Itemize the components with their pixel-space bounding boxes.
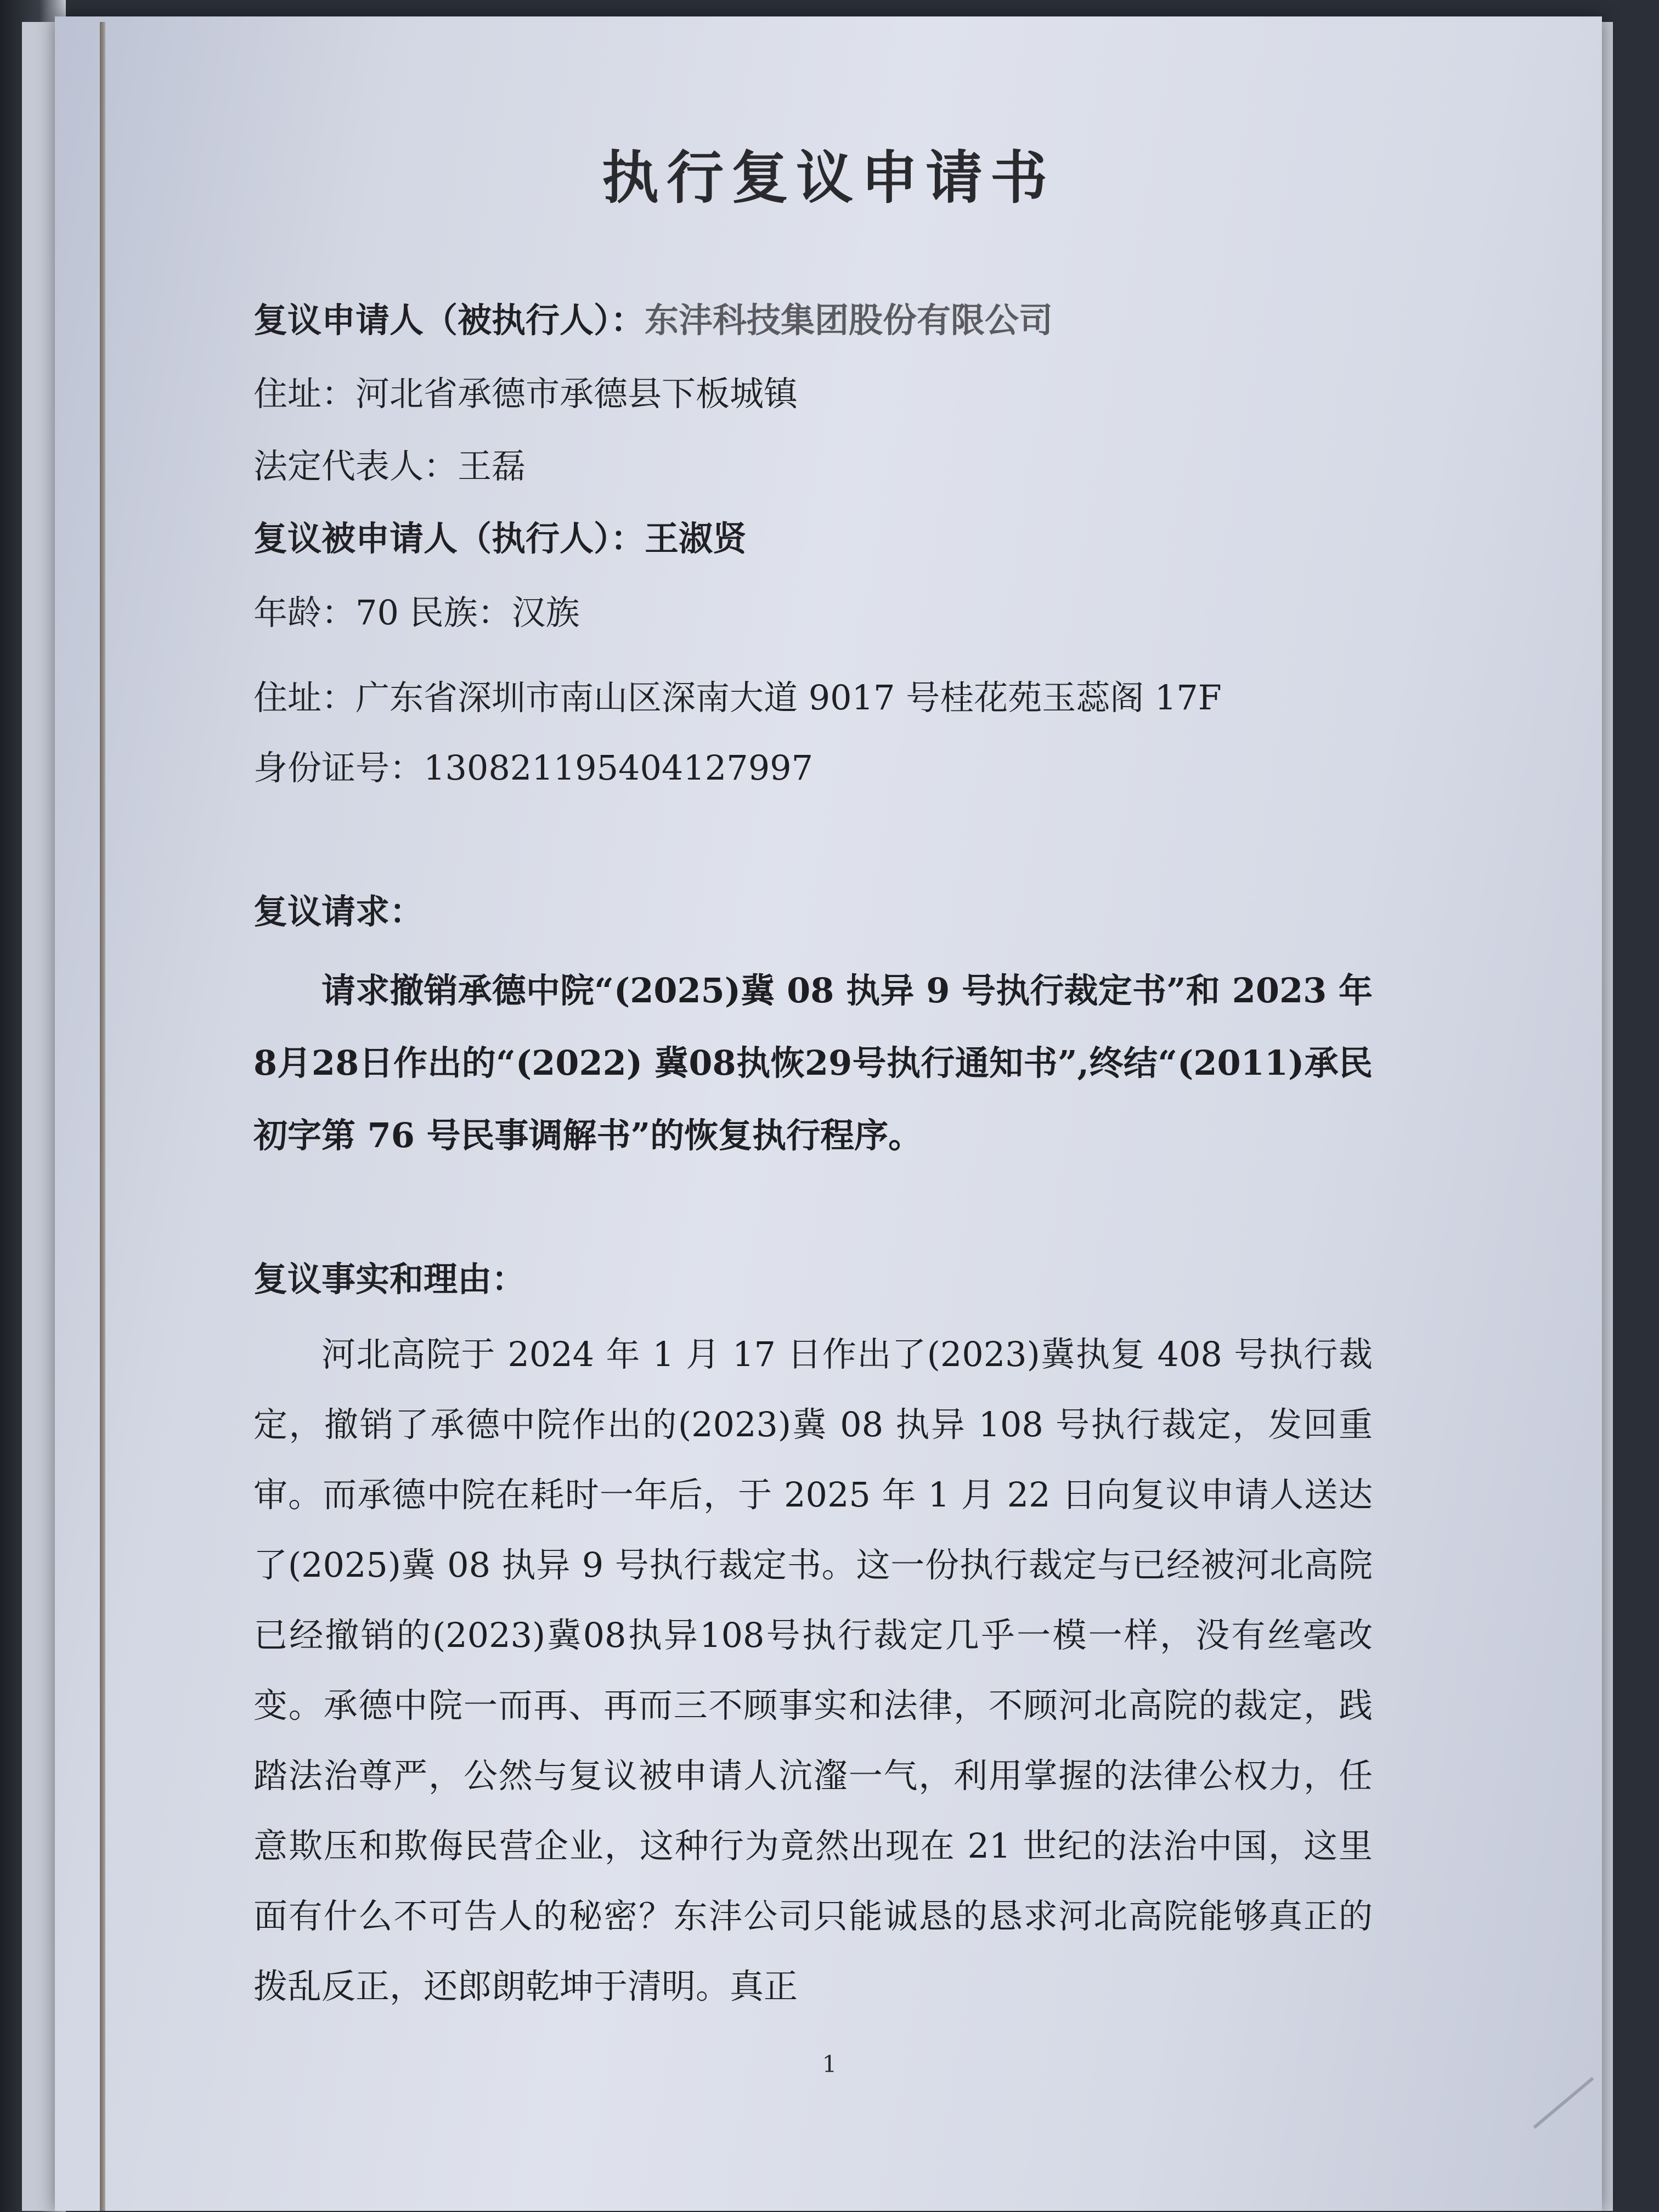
- document-title: 执行复议申请书: [601, 144, 1055, 211]
- respondent-line: [253, 516, 747, 562]
- applicant-line: [253, 297, 1053, 343]
- request-text: 请求撤销承德中院“(2025)冀 08 执异 9 号执行裁定书”和 2023 年8月28日作出的“(2022) 冀08执恢29号执行通知书”,终结“(2011)承民初字第 76 号民事调解书”的恢复执行程序。: [253, 970, 1373, 1155]
- facts-paragraph: [253, 1319, 1373, 2022]
- facts-text: 河北高院于 2024 年 1 月 17 日作出了(2023)冀执复 408 号执行裁定，撤销了承德中院作出的(2023)冀 08 执异 108 号执行裁定，发回重审。而承德中院在耗时一年后，于 2025 年 1 月 22 日向复议申请人送达了(2025)冀 08 执异 9 号执行裁定书。这一份执行裁定与已经被河北高院已经撤销的(2023)冀08执异108号执行裁定几乎一模一样，没有丝毫改变。承德中院一而再、再而三不顾事实和法律，不顾河北高院的裁定，践踏法治尊严，公然与复议被申请人沆瀣一气，利用掌握的法律公权力，任意欺压和欺侮民营企业，这种行为竟然出现在 21 世纪的法治中国，这里面有什么不可告人的秘密？东沣公司只能诚恳的恳求河北高院能够真正的拨乱反正，还郎朗乾坤于清明。真正: [253, 1334, 1373, 2006]
- id-number: 身份证号：130821195404127997: [253, 748, 814, 788]
- binding-margin-line: [100, 22, 105, 2211]
- request-heading: 复议请求：: [253, 891, 424, 932]
- page-number: 1: [822, 2051, 837, 2078]
- legal-representative: 法定代表人：王磊: [253, 446, 526, 486]
- applicant-name: 东沣科技集团股份有限公司: [645, 300, 1053, 340]
- facts-heading: 复议事实和理由：: [253, 1259, 526, 1299]
- applicant-address: 住址：河北省承德市承德县下板城镇: [253, 374, 798, 414]
- respondent-label: 复议被申请人（执行人）：: [253, 518, 645, 558]
- respondent-address: 住址：广东省深圳市南山区深南大道 9017 号桂花苑玉蕊阁 17F: [253, 678, 1222, 718]
- respondent-name: 王淑贤: [645, 518, 747, 558]
- age-ethnicity: 年龄：70 民族：汉族: [253, 592, 580, 633]
- applicant-label: 复议申请人（被执行人）：: [253, 300, 645, 340]
- request-paragraph: [253, 955, 1373, 1172]
